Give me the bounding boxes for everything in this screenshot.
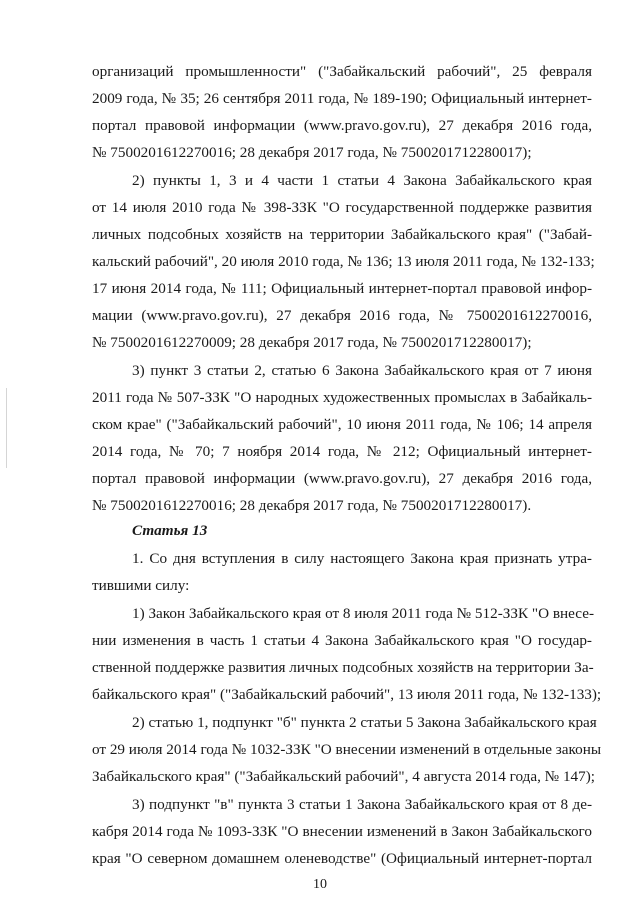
text-line: организаций промышленности" ("Забайкальский рабочий", 25 февраля (92, 63, 592, 80)
text-line: кальский рабочий", 20 июля 2010 года, № 136; 13 июля 2011 года, № 132-133; (92, 253, 595, 270)
text-line: ственной поддержке развития личных подсобных хозяйств на территории За- (92, 659, 594, 676)
text-line: Забайкальского края" ("Забайкальский рабочий", 4 августа 2014 года, № 147); (92, 768, 596, 785)
text-line: 17 июня 2014 года, № 111; Официальный интернет-портал правовой инфор- (92, 280, 592, 297)
text-line: 1) Закон Забайкальского края от 8 июля 2011 года № 512-ЗЗК "О внесе- (132, 605, 595, 622)
text-line: личных подсобных хозяйств на территории Забайкальского края" ("Забай- (92, 226, 592, 243)
article-heading: Статья 13 (132, 522, 208, 539)
text-line: ском крае" ("Забайкальский рабочий", 10 июня 2011 года, № 106; 14 апреля (92, 416, 592, 433)
text-line: 2011 года № 507-ЗЗК "О народных художественных промыслах в Забайкаль- (92, 389, 592, 406)
text-line: портал правовой информации (www.pravo.gov.ru), 27 декабря 2016 года, (92, 117, 592, 134)
text-line: нии изменения в часть 1 статьи 4 Закона Забайкальского края "О государ- (92, 632, 592, 649)
text-line: 2009 года, № 35; 26 сентября 2011 года, № 189-190; Официальный интернет- (92, 90, 592, 107)
text-line: № 7500201612270009; 28 декабря 2017 года, № 7500201712280017); (92, 334, 532, 351)
text-line: 2) пункты 1, 3 и 4 части 1 статьи 4 Закона Забайкальского края (132, 172, 592, 189)
text-line: мации (www.pravo.gov.ru), 27 декабря 2016 года, № 7500201612270016, (92, 307, 592, 324)
text-line: 2014 года, № 70; 7 ноября 2014 года, № 212; Официальный интернет- (92, 443, 592, 460)
text-line: 1. Со дня вступления в силу настоящего Закона края признать утра- (132, 550, 592, 567)
text-line: кабря 2014 года № 1093-ЗЗК "О внесении изменений в Закон Забайкальского (92, 823, 592, 840)
text-line: № 7500201612270016; 28 декабря 2017 года, № 7500201712280017). (92, 497, 532, 514)
text-line: от 14 июля 2010 года № 398-ЗЗК "О государственной поддержке развития (92, 199, 592, 216)
text-line: 3) подпункт "в" пункта 3 статьи 1 Закона Забайкальского края от 8 де- (132, 796, 592, 813)
margin-mark (6, 388, 7, 468)
text-line: № 7500201612270016; 28 декабря 2017 года, № 7500201712280017); (92, 144, 532, 161)
text-line: 3) пункт 3 статьи 2, статью 6 Закона Забайкальского края от 7 июня (132, 362, 592, 379)
text-line: байкальского края" ("Забайкальский рабочий", 13 июля 2011 года, № 132-133); (92, 686, 602, 703)
text-line: от 29 июля 2014 года № 1032-ЗЗК "О внесении изменений в отдельные законы (92, 741, 602, 758)
text-line: края "О северном домашнем оленеводстве" (Официальный интернет-портал (92, 850, 592, 867)
text-line: тившими силу: (92, 577, 190, 594)
text-line: 2) статью 1, подпункт "б" пункта 2 статьи 5 Закона Забайкальского края (132, 714, 597, 731)
page-number: 10 (313, 877, 327, 892)
text-line: портал правовой информации (www.pravo.gov.ru), 27 декабря 2016 года, (92, 470, 592, 487)
